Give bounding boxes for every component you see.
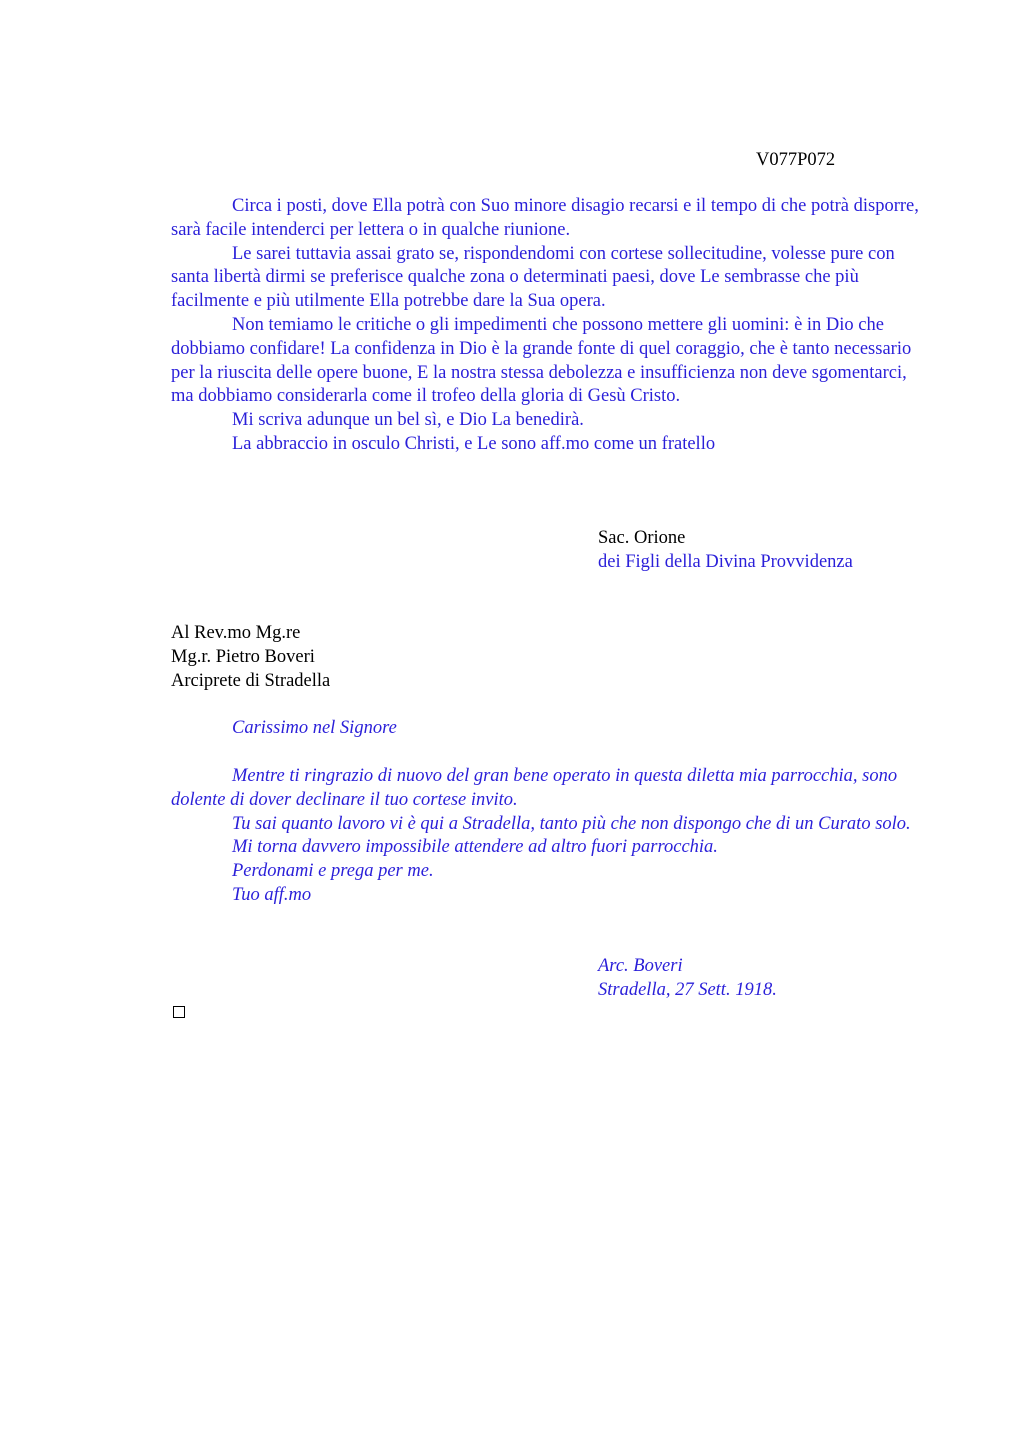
signature-place-date: Stradella, 27 Sett. 1918. — [598, 979, 777, 1000]
page-reference: V077P072 — [756, 150, 836, 170]
letter1-paragraph: Circa i posti, dove Ella potrà con Suo minore disagio recarsi e il tempo di che potrà disporre, sarà facile intenderci per lettera o in qualche riunione. — [171, 196, 919, 240]
signature-name: Arc. Boveri — [598, 956, 683, 976]
letter1-paragraph: Le sarei tuttavia assai grato se, rispondendomi con cortese sollecitudine, volesse pure con santa libertà dirmi se preferisce qualche zona o determinati paesi, dove Le sembrasse che più facilmente e più utilmente Ella potrebbe dare la Sua opera. — [171, 243, 895, 312]
letter2-paragraph: Tuo aff.mo — [232, 884, 312, 905]
letter2-salutation: Carissimo nel Signore — [232, 718, 397, 738]
letter-boveri-body — [171, 765, 931, 908]
letter2-paragraph: Tu sai quanto lavoro vi è qui a Stradella, tanto più che non dispongo che di un Curato solo. — [232, 813, 911, 834]
letter2-paragraph: Mi torna davvero impossibile attendere ad altro fuori parrocchia. — [232, 837, 718, 858]
letter1-paragraph: Non temiamo le critiche o gli impedimenti che possono mettere gli uomini: è in Dio che dobbiamo confidare! La confidenza in Dio è la grande fonte di quel coraggio, che è tanto necessario per la riuscita delle opere buone, E la nostra stessa debolezza e insufficienza non deve sgomentarci, ma dobbiamo considerarla come il trofeo della gloria di Gesù Cristo. — [171, 314, 912, 407]
address-line: Al Rev.mo Mg.re — [171, 623, 301, 643]
signature-title: dei Figli della Divina Provvidenza — [598, 551, 853, 572]
recipient-address — [171, 622, 330, 693]
letter1-signature — [598, 527, 853, 575]
empty-square-icon — [173, 1006, 185, 1018]
signature-name: Sac. Orione — [598, 528, 686, 548]
letter1-paragraph: La abbraccio in osculo Christi, e Le sono aff.mo come un fratello — [232, 433, 716, 454]
letter1-paragraph: Mi scriva adunque un bel sì, e Dio La benedirà. — [232, 410, 584, 431]
address-line: Arciprete di Stradella — [171, 670, 331, 691]
address-line: Mg.r. Pietro Boveri — [171, 646, 315, 667]
letter2-paragraph: Perdonami e prega per me. — [232, 861, 434, 882]
letter2-signature — [598, 955, 777, 1003]
letter-orione-body — [171, 195, 931, 457]
letter2-paragraph: Mentre ti ringrazio di nuovo del gran bene operato in questa diletta mia parrocchia, sono dolente di dover declinare il tuo cortese invito. — [171, 766, 898, 810]
